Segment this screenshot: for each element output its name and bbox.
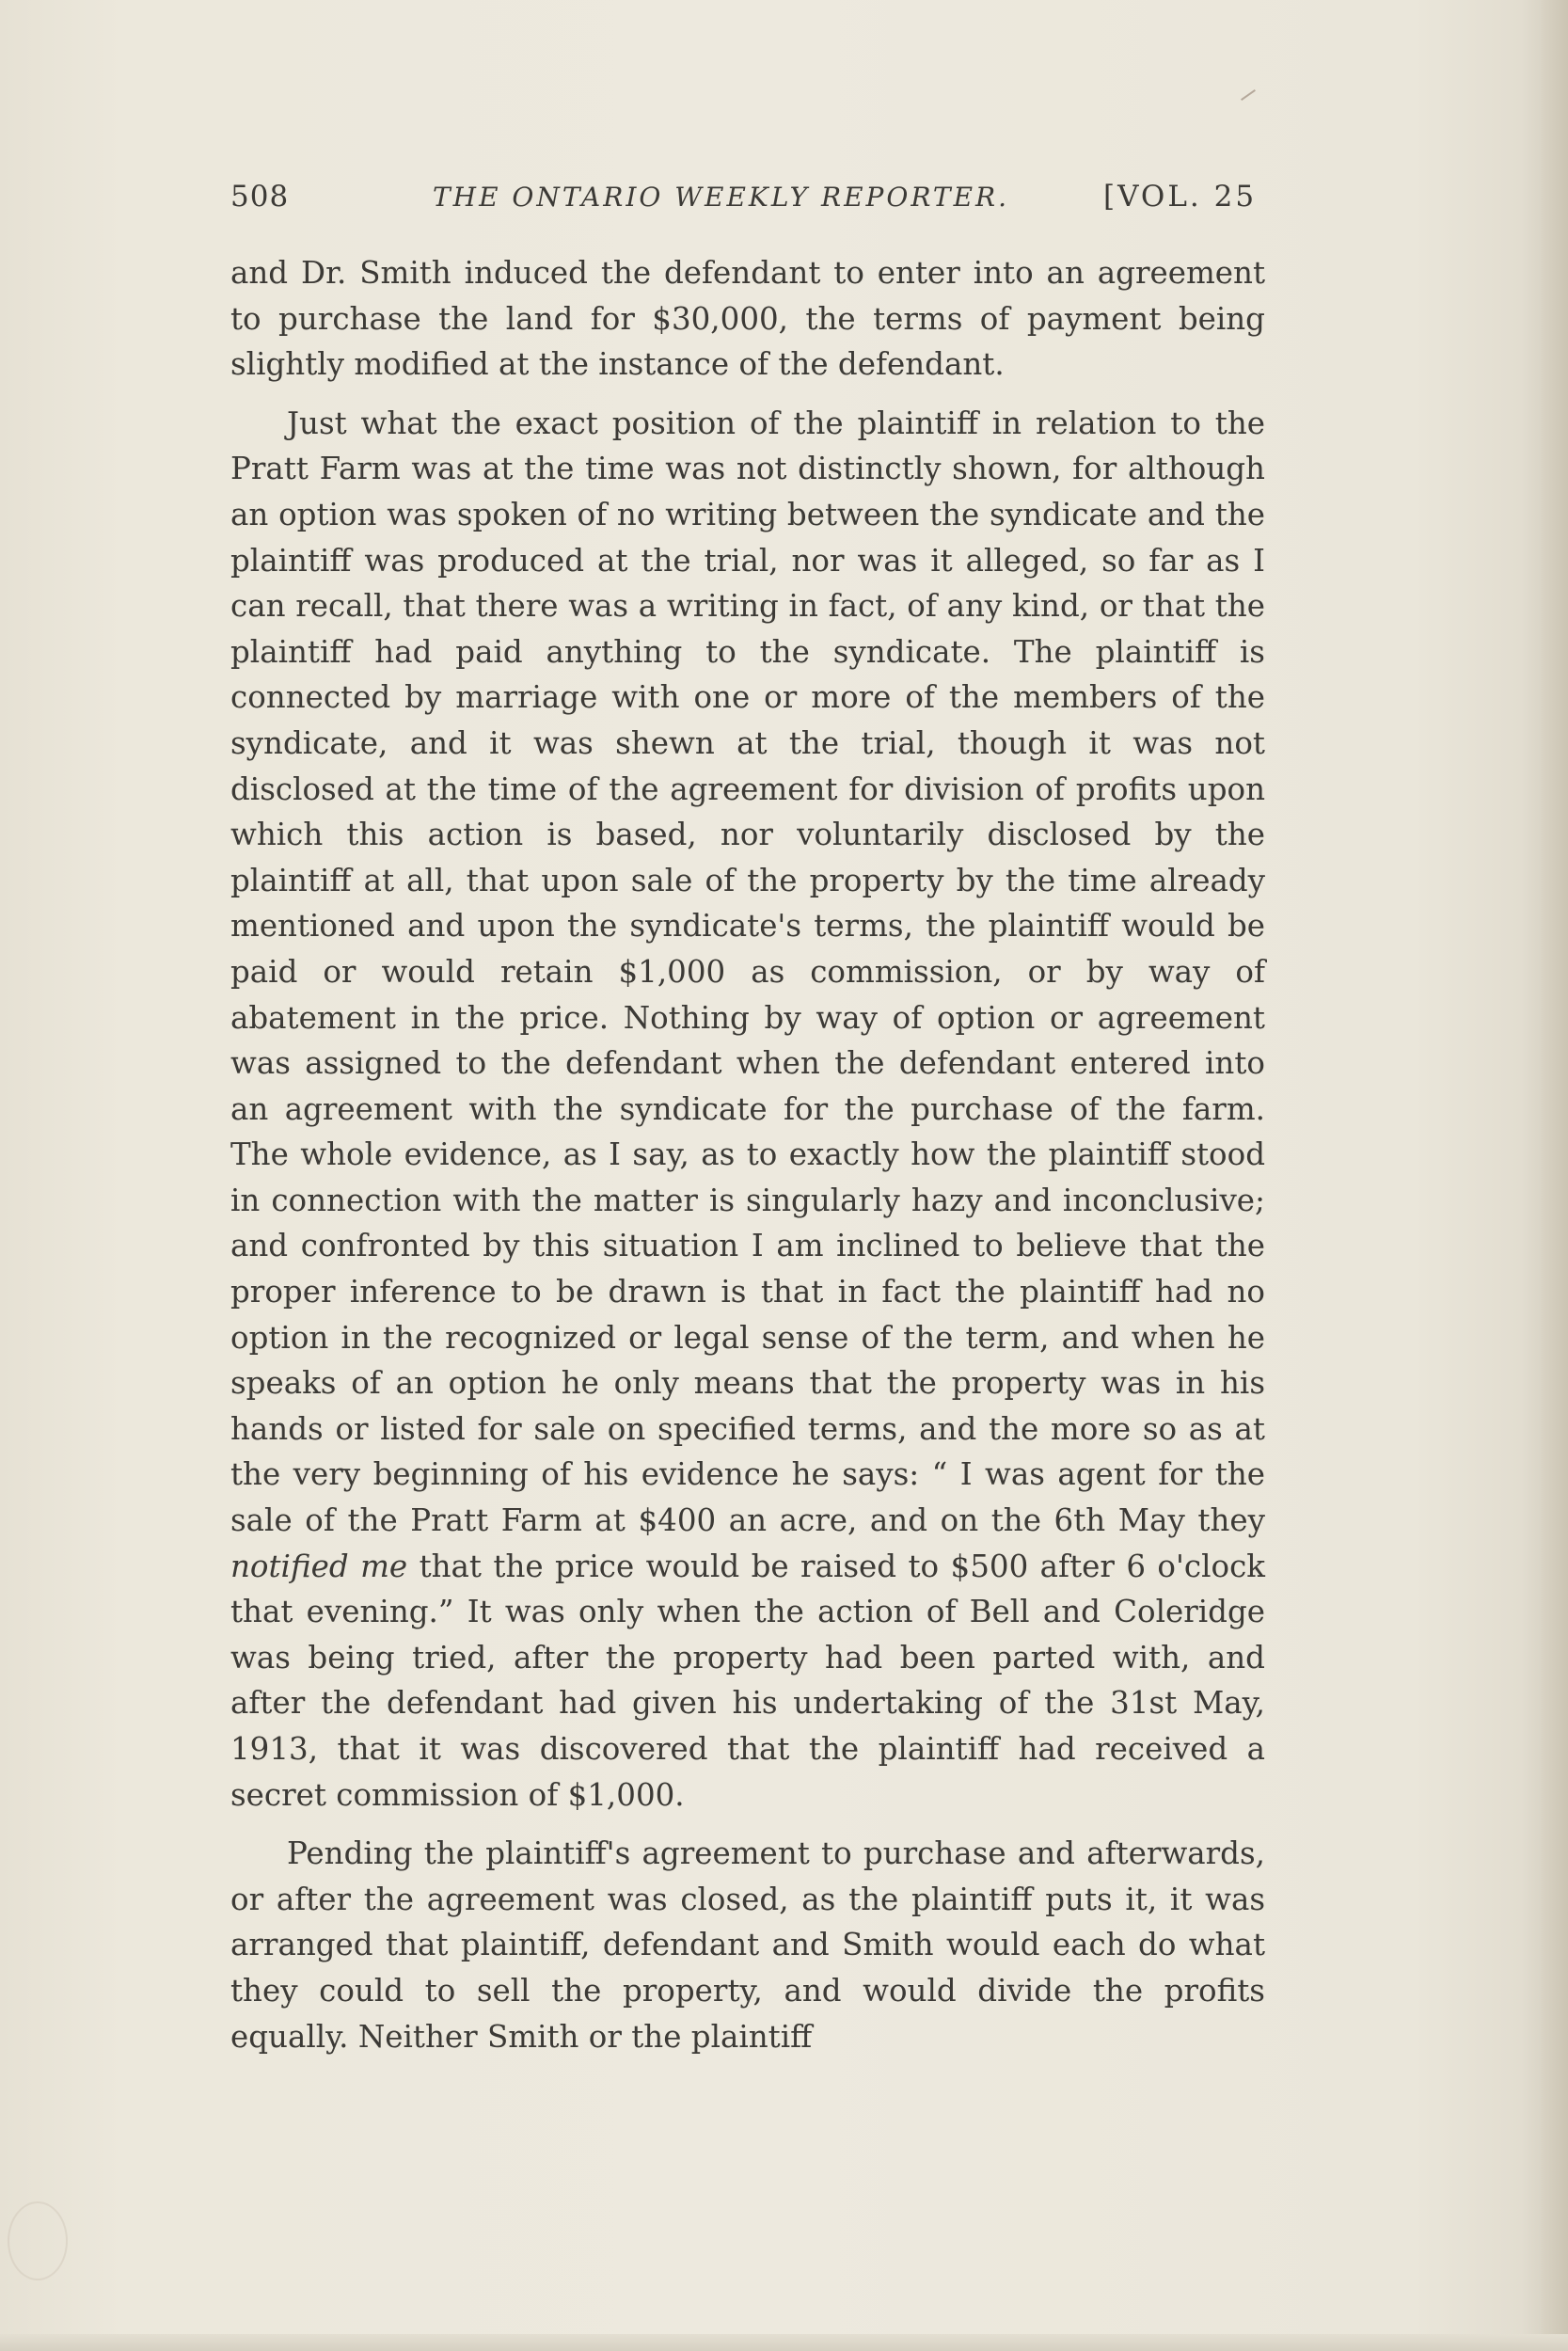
paragraph-1: and Dr. Smith induced the defendant to enter into an agreement to purchase the land for $30,000, the terms of payment being slightly modified at the instance of the defendant. — [230, 255, 1265, 383]
emphasis-notified-me: notified me — [230, 1548, 408, 1584]
page-number: 508 — [230, 180, 290, 214]
page-bottom-edge — [0, 2334, 1568, 2351]
embossed-stamp — [8, 2201, 68, 2280]
page-edge-shadow — [1542, 0, 1568, 2351]
paragraph-2-text: Just what the exact position of the plaintiff in relation to the Pratt Farm was at the time was not distinctly shown, for although an option was spoken of no writing between the syndicate and the plaintiff was produced at the trial, nor was it alleged, so far as I can recall, that there was a writing in fact, of any kind, or that the plaintiff had paid anything to the syndicate. The plaintiff is connected by marriage with one or more of the members of the syndicate, and it was shewn at the trial, though it was not disclosed at the time of the agreement for division of profits upon which this action is based, nor voluntarily disclosed by the plaintiff at all, that upon sale of the property by the time already mentioned and upon the syndicate's terms, the plaintiff would be paid or would retain $1,000 as commission, or by way of abatement in the price. Nothing by way of option or agreement was assigned to the defendant when the defendant entered into an agreement with the syndicate for the purchase of the farm. The whole evidence, as I say, as to exactly how the plaintiff stood in connection with the matter is singularly hazy and inconclusive; and confronted by this situation I am inclined to believe that the proper inference to be drawn is that in fact the plaintiff had no option in the recognized or legal sense of the term, and when he speaks of an option he only means that the property was in his hands or listed for sale on specified terms, and the more so as at the very beginning of his evidence he says: “ I was agent for the sale of the Pratt Farm at $400 an acre, and on the 6th May they — [230, 405, 1265, 1539]
paragraph-3: Pending the plaintiff's agreement to purchase and afterwards, or after the agreement was closed, as the plaintiff puts it, it was arranged that plaintiff, defendant and Smith would each do what they could to sell the property, and would divide the profits equally. Neither Smith or the plaintiff — [230, 1835, 1265, 2055]
running-title: THE ONTARIO WEEKLY REPORTER. — [433, 182, 1010, 213]
paragraph-2-tail: that the price would be raised to $500 after 6 o'clock that evening.” It was only when the action of Bell and Coleridge was being tried, after the property had been parted with, and after the defendant had given his undertaking of the 31st May, 1913, that it was discovered that the plaintiff had received a secret commission of $1,000. — [230, 1548, 1265, 1813]
paragraph-2 — [230, 401, 1265, 1818]
body-text — [230, 250, 1265, 2059]
running-header — [230, 174, 1275, 221]
volume-label: [VOL. 25 — [1103, 180, 1258, 214]
pencil-mark — [1241, 89, 1256, 101]
